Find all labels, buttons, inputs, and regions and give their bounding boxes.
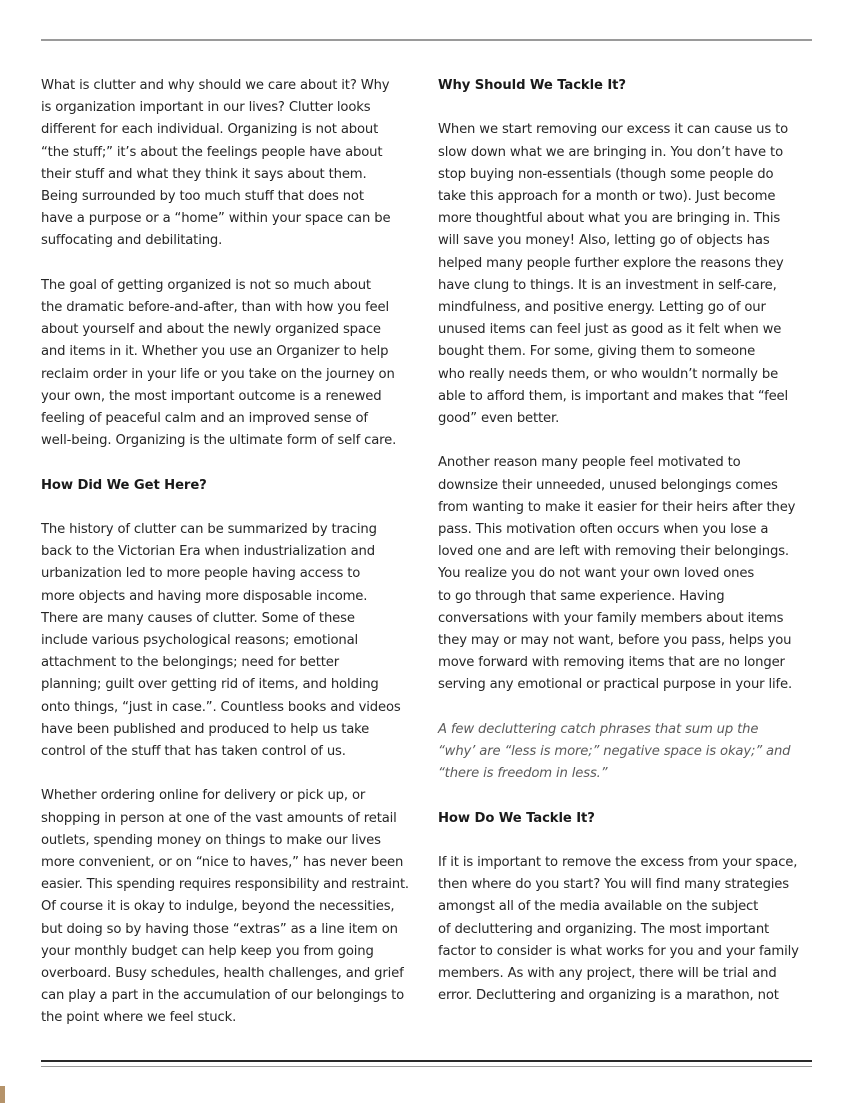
text-line: amongst all of the media available on the subject xyxy=(438,899,759,915)
text-line: to go through that same experience. Having xyxy=(438,588,725,604)
text-line: mindfulness, and positive energy. Letting go of our xyxy=(438,300,766,316)
text-line: take this approach for a month or two). Just become xyxy=(438,189,776,204)
text-line: reclaim order in your life or you take on the journey on xyxy=(41,366,395,382)
text-line: good” even better. xyxy=(438,411,560,427)
text-line: suffocating and debilitating. xyxy=(41,233,223,249)
text-line: the dramatic before-and-after, than with how you feel xyxy=(41,300,390,316)
left-paragraph-intro xyxy=(41,75,413,253)
text-line: “there is freedom in less.” xyxy=(438,766,608,782)
left-paragraph-goal xyxy=(41,275,413,453)
text-line: There are many causes of clutter. Some of these xyxy=(41,610,355,626)
text-line: will save you money! Also, letting go of objects has xyxy=(438,233,770,249)
text-line: control of the stuff that has taken control of us. xyxy=(41,744,346,760)
left-column xyxy=(41,75,413,1052)
text-line: different for each individual. Organizing is not about xyxy=(41,122,379,138)
text-line: have been published and produced to help us take xyxy=(41,721,370,737)
text-line: overboard. Busy schedules, health challenges, and grief xyxy=(41,966,404,982)
text-line: conversations with your family members about items xyxy=(438,610,784,626)
text-line: feeling of peaceful calm and an improved sense of xyxy=(41,411,368,427)
text-line: Of course it is okay to indulge, beyond the necessities, xyxy=(41,899,395,915)
catch-phrases-quote xyxy=(438,719,814,786)
text-line: from wanting to make it easier for their heirs after they xyxy=(438,499,796,515)
heading-why-should-we-tackle-it: Why Should We Tackle It? xyxy=(438,78,626,93)
heading-how-do-we-tackle-it: How Do We Tackle It? xyxy=(438,810,595,826)
text-line: factor to consider is what works for you and your family xyxy=(438,943,799,959)
left-paragraph-spending xyxy=(41,785,413,1029)
text-line: their stuff and what they think it says about them. xyxy=(41,166,367,182)
text-line: slow down what we are bringing in. You don’t have to xyxy=(438,144,783,160)
right-paragraph-where-to-start xyxy=(438,852,814,1007)
text-line: helped many people further explore the reasons they xyxy=(438,255,784,271)
text-line: attachment to the belongings; need for better xyxy=(41,655,339,671)
text-line: downsize their unneeded, unused belongings comes xyxy=(438,477,778,493)
text-line: loved one and are left with removing their belongings. xyxy=(438,544,789,560)
text-line: A few decluttering catch phrases that sum up the xyxy=(438,721,759,737)
text-line: “the stuff;” it’s about the feelings people have about xyxy=(41,144,383,160)
text-line: then where do you start? You will find many strategies xyxy=(438,877,789,893)
text-line: back to the Victorian Era when industrialization and xyxy=(41,544,375,560)
text-line: move forward with removing items that are no longer xyxy=(438,655,785,671)
left-paragraph-history xyxy=(41,519,413,763)
text-line: members. As with any project, there will be trial and xyxy=(438,966,777,982)
text-line: bought them. For some, giving them to someone xyxy=(438,344,756,360)
text-line: What is clutter and why should we care about it? Why xyxy=(41,78,390,93)
text-line: When we start removing our excess it can cause us to xyxy=(438,122,789,138)
text-line: easier. This spending requires responsibility and restraint. xyxy=(41,877,409,893)
text-line: Another reason many people feel motivated to xyxy=(438,455,741,471)
bottom-rule xyxy=(41,1060,812,1067)
text-line: The history of clutter can be summarized by tracing xyxy=(41,522,377,538)
text-line: able to afford them, is important and makes that “feel xyxy=(438,388,789,404)
heading-how-did-we-get-here: How Did We Get Here? xyxy=(41,477,207,493)
text-line: your monthly budget can help keep you from going xyxy=(41,943,374,959)
right-column xyxy=(438,75,814,1030)
text-line: can play a part in the accumulation of our belongings to xyxy=(41,988,405,1004)
text-line: serving any emotional or practical purpose in your life. xyxy=(438,677,792,693)
top-rule xyxy=(41,39,812,41)
page-edge-accent xyxy=(0,1086,5,1103)
right-paragraph-removing-excess xyxy=(438,119,814,430)
text-line: about yourself and about the newly organized space xyxy=(41,322,381,338)
text-line: and items in it. Whether you use an Organizer to help xyxy=(41,344,389,360)
text-line: error. Decluttering and organizing is a marathon, not xyxy=(438,988,779,1004)
text-line: of decluttering and organizing. The most important xyxy=(438,921,770,937)
text-line: is organization important in our lives? Clutter looks xyxy=(41,100,371,116)
text-line: well-being. Organizing is the ultimate form of self care. xyxy=(41,433,397,449)
text-line: have a purpose or a “home” within your space can be xyxy=(41,211,391,227)
text-line: urbanization led to more people having access to xyxy=(41,566,361,582)
text-line: the point where we feel stuck. xyxy=(41,1010,237,1026)
text-line: your own, the most important outcome is a renewed xyxy=(41,388,382,404)
right-paragraph-heirs xyxy=(438,452,814,696)
text-line: planning; guilt over getting rid of items, and holding xyxy=(41,677,379,693)
text-line: The goal of getting organized is not so much about xyxy=(41,277,371,293)
text-line: more objects and having more disposable income. xyxy=(41,588,368,604)
text-line: more convenient, or on “nice to haves,” has never been xyxy=(41,855,404,871)
text-line: “why’ are “less is more;” negative space is okay;” and xyxy=(438,744,791,760)
text-line: pass. This motivation often occurs when you lose a xyxy=(438,522,769,538)
text-line: You realize you do not want your own loved ones xyxy=(438,566,755,582)
text-line: they may or may not want, before you pass, helps you xyxy=(438,633,792,649)
text-line: Being surrounded by too much stuff that does not xyxy=(41,189,364,205)
text-line: shopping in person at one of the vast amounts of retail xyxy=(41,810,397,826)
text-line: but doing so by having those “extras” as a line item on xyxy=(41,921,398,937)
text-line: outlets, spending money on things to make our lives xyxy=(41,832,381,848)
text-line: unused items can feel just as good as it felt when we xyxy=(438,322,782,338)
text-line: who really needs them, or who wouldn’t normally be xyxy=(438,366,779,382)
text-line: If it is important to remove the excess from your space, xyxy=(438,855,798,871)
text-line: stop buying non-essentials (though some people do xyxy=(438,166,774,182)
text-line: more thoughtful about what you are bringing in. This xyxy=(438,211,781,227)
text-line: Whether ordering online for delivery or pick up, or xyxy=(41,788,366,804)
text-line: onto things, “just in case.”. Countless books and videos xyxy=(41,699,401,715)
text-line: have clung to things. It is an investment in self-care, xyxy=(438,277,777,293)
text-line: include various psychological reasons; emotional xyxy=(41,633,359,649)
